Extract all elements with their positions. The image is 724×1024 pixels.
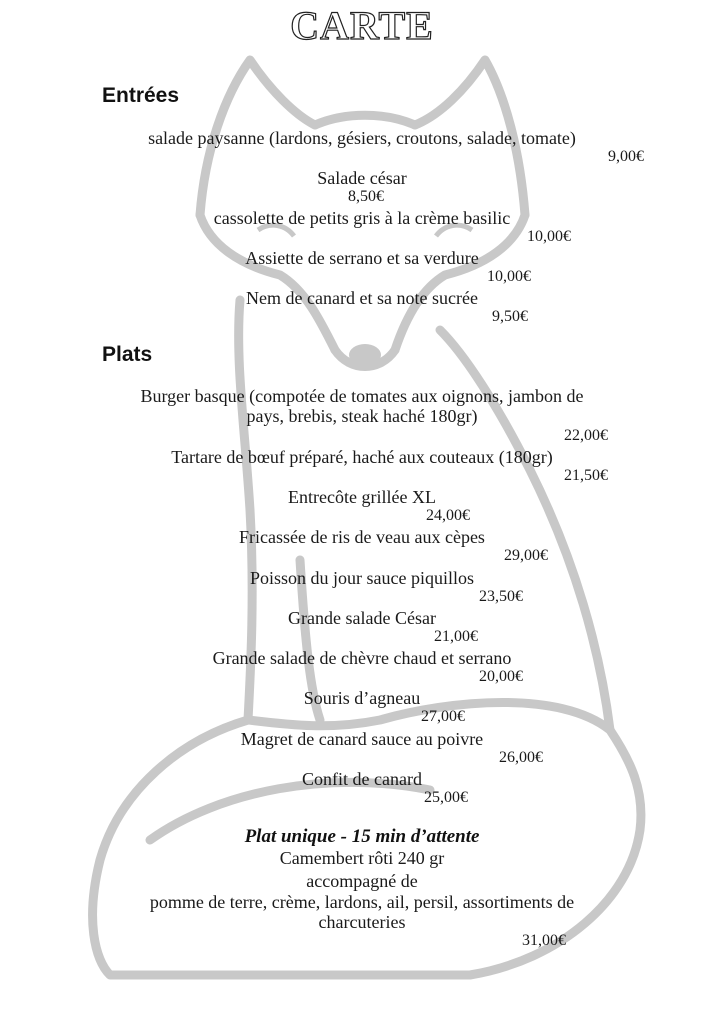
plat-9-name: Magret de canard sauce au poivre (240, 729, 484, 749)
plat-3-price: 24,00€ (426, 507, 470, 524)
plat-3-name: Entrecôte grillée XL (288, 487, 436, 507)
fox-nose (349, 344, 381, 366)
plat-2-price: 21,50€ (564, 467, 608, 484)
plat-5-price: 23,50€ (479, 588, 523, 605)
special-heading: Plat unique - 15 min d’attente (244, 826, 480, 847)
plat-8-name: Souris d’agneau (303, 688, 421, 708)
entree-4-name: Assiette de serrano et sa verdure (245, 248, 479, 268)
entree-1-price: 9,00€ (608, 148, 644, 165)
plat-1-price: 22,00€ (564, 427, 608, 444)
entree-2-name: Salade césar (317, 168, 407, 188)
plats-heading: Plats (102, 343, 153, 366)
menu-title: CARTE (290, 3, 434, 48)
special-line-1: Camembert rôti 240 gr (279, 848, 445, 868)
special-line-2: accompagné de (306, 871, 418, 891)
entree-5-price: 9,50€ (492, 308, 528, 325)
entree-5-name: Nem de canard et sa note sucrée (246, 288, 478, 308)
plat-10-name: Confit de canard (302, 769, 422, 789)
plat-7-name: Grande salade de chèvre chaud et serrano (212, 648, 512, 668)
entrees-heading: Entrées (102, 84, 180, 107)
plat-6-name: Grande salade César (288, 608, 436, 628)
entree-4-price: 10,00€ (487, 268, 531, 285)
entree-3-name: cassolette de petits gris à la crème basilic (213, 208, 511, 228)
plat-1-name-line1: Burger basque (compotée de tomates aux oignons, jambon de (140, 386, 584, 406)
plat-4-price: 29,00€ (504, 547, 548, 564)
plat-7-price: 20,00€ (479, 668, 523, 685)
plat-9-price: 26,00€ (499, 749, 543, 766)
plat-4-name: Fricassée de ris de veau aux cèpes (239, 527, 485, 547)
plat-1-name-line2: pays, brebis, steak haché 180gr) (246, 406, 478, 426)
entree-1-name: salade paysanne (lardons, gésiers, croutons, salade, tomate) (148, 128, 576, 148)
fox-head-top (315, 115, 415, 125)
special-line-3: pomme de terre, crème, lardons, ail, persil, assortiments de (149, 892, 575, 912)
entree-2-price: 8,50€ (348, 188, 384, 205)
special-line-4: charcuteries (318, 912, 406, 932)
fox-left-cheek (200, 215, 335, 350)
plat-2-name: Tartare de bœuf préparé, haché aux couteaux (180gr) (171, 447, 553, 467)
plat-10-price: 25,00€ (424, 789, 468, 806)
special-price: 31,00€ (522, 932, 566, 949)
plat-8-price: 27,00€ (421, 708, 465, 725)
plat-6-price: 21,00€ (434, 628, 478, 645)
plat-5-name: Poisson du jour sauce piquillos (250, 568, 474, 588)
entree-3-price: 10,00€ (527, 228, 571, 245)
fox-snout (335, 350, 395, 367)
